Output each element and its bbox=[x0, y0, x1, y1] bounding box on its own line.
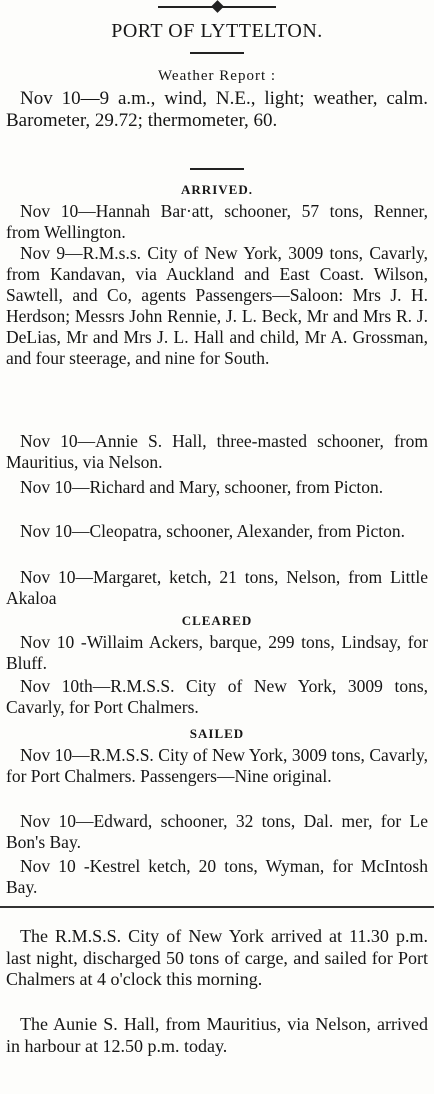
arrived-heading: ARRIVED. bbox=[181, 182, 253, 197]
arrival-entry: Nov 10—Richard and Mary, schooner, from Picton. bbox=[20, 477, 384, 497]
cleared-entry: Nov 10 -Willaim Ackers, barque, 299 tons, Lindsay, for Bluff. bbox=[6, 632, 428, 673]
arrival-entry: Nov 10—Annie S. Hall, three-masted schooner, from Mauritius, via Nelson. bbox=[6, 431, 428, 472]
title-divider bbox=[190, 52, 244, 54]
page-title: PORT OF LYTTELTON. bbox=[111, 20, 323, 42]
sailed-heading: SAILED bbox=[189, 726, 245, 741]
harbour-notice: The Aunie S. Hall, from Mauritius, via Nelson, arrived in harbour at 12.50 p.m. today. bbox=[6, 1014, 428, 1056]
arrival-entry: Nov 10—Hannah Bar·att, schooner, 57 tons, Renner, from Wellington. bbox=[6, 201, 428, 242]
sailed-entry: Nov 10—R.M.S.S. City of New York, 3009 tons, Cavarly, for Port Chalmers. Passengers—Nine original. bbox=[6, 745, 428, 786]
harbour-notice: The R.M.S.S. City of New York arrived at 11.30 p.m. last night, discharged 50 tons of carge, and sailed for Port Chalmers at 4 o'clock this morning. bbox=[6, 926, 428, 989]
arrival-entry: Nov 10—Margaret, ketch, 21 tons, Nelson, from Little Akaloa bbox=[6, 567, 428, 608]
sailed-entry: Nov 10 -Kestrel ketch, 20 tons, Wyman, for McIntosh Bay. bbox=[6, 856, 428, 897]
diamond-ornament bbox=[211, 0, 224, 13]
weather-heading: Weather Report : bbox=[157, 68, 277, 84]
section-divider bbox=[190, 168, 244, 170]
arrival-entry: Nov 10—Cleopatra, schooner, Alexander, from Picton. bbox=[20, 521, 405, 541]
section-rule bbox=[0, 906, 434, 908]
cleared-entry: Nov 10th—R.M.S.S. City of New York, 3009 tons, Cavarly, for Port Chalmers. bbox=[6, 676, 428, 717]
sailed-entry: Nov 10—Edward, schooner, 32 tons, Dal. mer, for Le Bon's Bay. bbox=[6, 811, 428, 852]
weather-report: Nov 10—9 a.m., wind, N.E., light; weather, calm. Barometer, 29.72; thermometer, 60. bbox=[6, 88, 428, 131]
cleared-heading: CLEARED bbox=[181, 613, 253, 628]
arrival-entry: Nov 9—R.M.s.s. City of New York, 3009 tons, Cavarly, from Kandavan, via Auckland and East Coast. Wilson, Sawtell, and Co, agents Passengers—Saloon: Mrs J. H. Herdson; Messrs John Rennie, J. L. Beck, Mr and Mrs R. J. DeLias, Mr and Mrs J. L. Hall and child, Mr A. Grossman, and four steerage, and nine for South. bbox=[6, 243, 428, 368]
